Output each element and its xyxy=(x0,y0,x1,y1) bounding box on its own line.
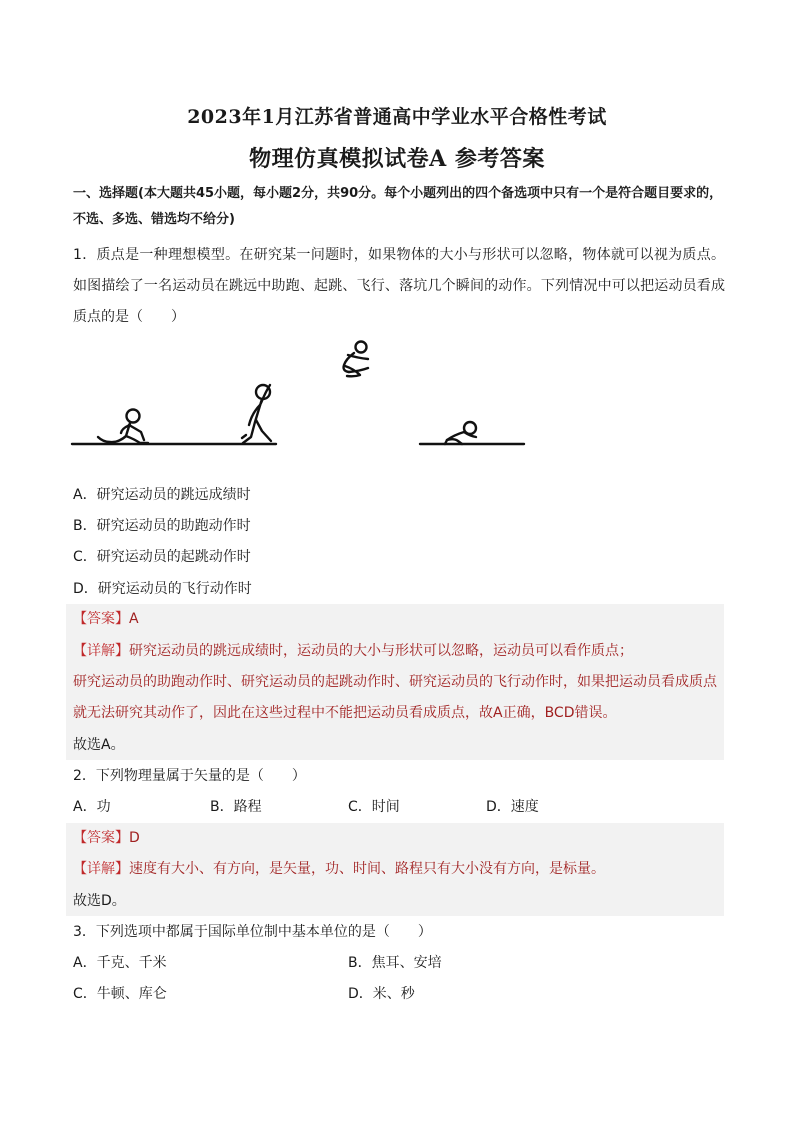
q2-conclusion: 故选D。 xyxy=(73,893,126,909)
document-title: 2023年1月江苏省普通高中学业水平合格性考试 xyxy=(187,106,607,128)
detail-tag: 【详解】 xyxy=(73,643,129,659)
question-3-stem: 3．下列选项中都属于国际单位制中基本单位的是（ ） xyxy=(73,924,432,940)
q3-option-d: D．米、秒 xyxy=(348,986,415,1002)
q3-option-c: C．牛顿、库仑 xyxy=(73,986,167,1002)
q1-detail-line-2: 研究运动员的助跑动作时、研究运动员的起跳动作时、研究运动员的飞行动作时，如果把运动员看成质点 xyxy=(73,674,717,690)
long-jump-figure xyxy=(66,335,536,480)
landing-figure xyxy=(445,422,476,444)
q2-answer-value: D xyxy=(129,830,140,846)
flight-figure xyxy=(344,342,368,377)
detail-tag: 【详解】 xyxy=(73,861,129,877)
takeoff-figure xyxy=(242,385,271,443)
q3-option-b: B．焦耳、安培 xyxy=(348,955,442,971)
document-subtitle: 物理仿真模拟试卷A 参考答案 xyxy=(249,146,545,172)
q2-answer-box xyxy=(66,823,724,916)
q1-option-b: B．研究运动员的助跑动作时 xyxy=(73,518,251,534)
q1-answer-value: A xyxy=(129,611,139,627)
q1-option-c: C．研究运动员的起跳动作时 xyxy=(73,549,251,565)
q1-answer-line xyxy=(73,609,139,629)
runner-figure xyxy=(98,410,148,444)
q2-detail-line-1 xyxy=(73,859,605,879)
q2-option-b: B．路程 xyxy=(210,799,262,815)
q2-option-a: A．功 xyxy=(73,799,111,815)
q1-conclusion: 故选A。 xyxy=(73,737,125,753)
q1-answer-box xyxy=(66,604,724,760)
q2-option-c: C．时间 xyxy=(348,799,400,815)
answer-tag: 【答案】 xyxy=(73,830,129,846)
q1-option-a: A．研究运动员的跳远成绩时 xyxy=(73,487,251,503)
q2-answer-line xyxy=(73,828,140,848)
q3-option-a: A．千克、千米 xyxy=(73,955,167,971)
q2-option-d: D．速度 xyxy=(486,799,539,815)
question-2-stem: 2．下列物理量属于矢量的是（ ） xyxy=(73,768,306,784)
answer-tag: 【答案】 xyxy=(73,611,129,627)
section-heading: 一、选择题(本大题共45小题，每小题2分，共90分。每个小题列出的四个备选项中只有一个是符合题目要求的，不选、多选、错选均不给分) xyxy=(73,186,723,227)
q1-option-d: D．研究运动员的飞行动作时 xyxy=(73,581,252,597)
question-1-stem: 1．质点是一种理想模型。在研究某一问题时，如果物体的大小与形状可以忽略，物体就可以视为质点。如图描绘了一名运动员在跳远中助跑、起跳、飞行、落坑几个瞬间的动作。下列情况中可以把运动员看成质点的是（ ） xyxy=(73,247,725,325)
q1-detail-line-1 xyxy=(73,641,633,661)
q2-detail-text-1: 速度有大小、有方向，是矢量，功、时间、路程只有大小没有方向，是标量。 xyxy=(129,861,605,877)
q1-detail-line-3: 就无法研究其动作了，因此在这些过程中不能把运动员看成质点，故A正确，BCD错误。 xyxy=(73,705,617,721)
q1-detail-text-1: 研究运动员的跳远成绩时，运动员的大小与形状可以忽略，运动员可以看作质点； xyxy=(129,643,633,659)
